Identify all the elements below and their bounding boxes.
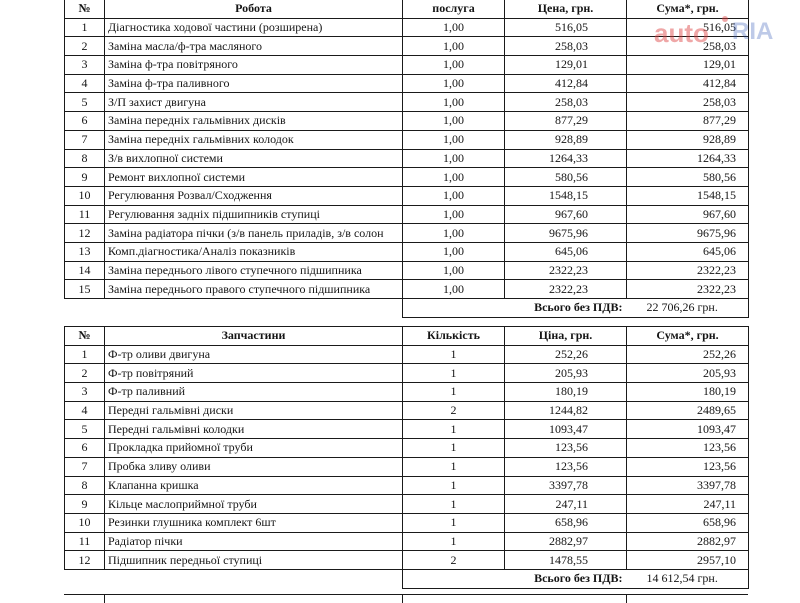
- parts-cell-number: 8: [65, 476, 105, 495]
- parts-table: [64, 326, 749, 589]
- works-header-service: послуга: [403, 0, 505, 18]
- parts-cell-number: 11: [65, 532, 105, 551]
- works-total-label: Всього без ПДВ:: [403, 299, 627, 318]
- works-cell-qty: 1,00: [403, 280, 505, 299]
- parts-cell-number: 12: [65, 551, 105, 570]
- works-cell-number: 2: [65, 37, 105, 56]
- works-cell-sum: 9675,96: [627, 224, 749, 243]
- works-row: [65, 261, 749, 280]
- parts-cell-name: Ф-тр паливний: [105, 383, 403, 402]
- works-cell-number: 4: [65, 74, 105, 93]
- works-cell-sum: 2322,23: [627, 261, 749, 280]
- works-row: [65, 168, 749, 187]
- parts-cell-qty: 2: [403, 401, 505, 420]
- works-cell-sum: 258,03: [627, 37, 749, 56]
- parts-cell-name: Радіатор пічки: [105, 532, 403, 551]
- works-cell-qty: 1,00: [403, 261, 505, 280]
- parts-cell-name: Ф-тр повітряний: [105, 364, 403, 383]
- works-cell-sum: 258,03: [627, 93, 749, 112]
- works-cell-price: 877,29: [505, 112, 627, 131]
- parts-total-value: 14 612,54 грн.: [627, 569, 749, 588]
- works-header-price: Цена, грн.: [505, 0, 627, 18]
- works-cell-number: 12: [65, 224, 105, 243]
- parts-cell-sum: 123,56: [627, 439, 749, 458]
- works-cell-price: 1548,15: [505, 186, 627, 205]
- works-cell-price: 9675,96: [505, 224, 627, 243]
- parts-cell-sum: 3397,78: [627, 476, 749, 495]
- works-cell-price: 258,03: [505, 37, 627, 56]
- parts-cell-sum: 205,93: [627, 364, 749, 383]
- watermark-auto-text: auto: [654, 18, 709, 48]
- parts-header-sum: Сума*, грн.: [627, 327, 749, 346]
- works-row: [65, 186, 749, 205]
- works-cell-sum: 2322,23: [627, 280, 749, 299]
- parts-cell-price: 123,56: [505, 457, 627, 476]
- parts-cell-sum: 658,96: [627, 513, 749, 532]
- parts-cell-sum: 2882,97: [627, 532, 749, 551]
- works-cell-qty: 1,00: [403, 56, 505, 75]
- parts-header-part: Запчастини: [105, 327, 403, 346]
- works-header-work: Робота: [105, 0, 403, 18]
- works-cell-price: 928,89: [505, 130, 627, 149]
- works-cell-qty: 1,00: [403, 149, 505, 168]
- parts-cell-name: Підшипник передньої ступиці: [105, 551, 403, 570]
- parts-cell-number: 9: [65, 495, 105, 514]
- works-cell-name: З/в вихлопної системи: [105, 149, 403, 168]
- works-cell-price: 2322,23: [505, 280, 627, 299]
- parts-cell-price: 205,93: [505, 364, 627, 383]
- parts-cell-qty: 1: [403, 439, 505, 458]
- works-cell-price: 645,06: [505, 242, 627, 261]
- works-cell-name: Заміна ф-тра паливного: [105, 74, 403, 93]
- parts-cell-number: 5: [65, 420, 105, 439]
- parts-cell-price: 1478,55: [505, 551, 627, 570]
- works-cell-price: 580,56: [505, 168, 627, 187]
- works-cell-number: 14: [65, 261, 105, 280]
- parts-cell-name: Передні гальмівні диски: [105, 401, 403, 420]
- works-header-number: №: [65, 0, 105, 18]
- works-cell-name: З/П захист двигуна: [105, 93, 403, 112]
- parts-row: [65, 476, 749, 495]
- works-cell-price: 967,60: [505, 205, 627, 224]
- works-cell-price: 258,03: [505, 93, 627, 112]
- works-row: [65, 74, 749, 93]
- parts-cell-sum: 1093,47: [627, 420, 749, 439]
- parts-cell-number: 1: [65, 345, 105, 364]
- parts-cell-price: 1093,47: [505, 420, 627, 439]
- works-cell-qty: 1,00: [403, 93, 505, 112]
- parts-cell-number: 3: [65, 383, 105, 402]
- parts-cell-sum: 2957,10: [627, 551, 749, 570]
- works-row: [65, 56, 749, 75]
- parts-cell-name: Кільце маслоприймної труби: [105, 495, 403, 514]
- works-cell-price: 2322,23: [505, 261, 627, 280]
- works-cell-sum: 877,29: [627, 112, 749, 131]
- works-row: [65, 224, 749, 243]
- works-cell-number: 3: [65, 56, 105, 75]
- parts-cell-qty: 1: [403, 532, 505, 551]
- works-row: [65, 18, 749, 37]
- parts-cell-sum: 2489,65: [627, 401, 749, 420]
- parts-row: [65, 401, 749, 420]
- parts-cell-qty: 2: [403, 551, 505, 570]
- works-cell-sum: 1548,15: [627, 186, 749, 205]
- parts-header-price: Ціна, грн.: [505, 327, 627, 346]
- works-cell-price: 412,84: [505, 74, 627, 93]
- parts-cell-name: Пробка зливу оливи: [105, 457, 403, 476]
- works-cell-qty: 1,00: [403, 242, 505, 261]
- works-cell-number: 10: [65, 186, 105, 205]
- parts-cell-sum: 123,56: [627, 457, 749, 476]
- parts-total-row: [65, 569, 749, 588]
- parts-total-label: Всього без ПДВ:: [403, 569, 627, 588]
- parts-cell-sum: 252,26: [627, 345, 749, 364]
- works-cell-sum: 129,01: [627, 56, 749, 75]
- works-total-value: 22 706,26 грн.: [627, 299, 749, 318]
- works-cell-name: Ремонт вихлопної системи: [105, 168, 403, 187]
- works-cell-sum: 516,05: [627, 18, 749, 37]
- parts-cell-qty: 1: [403, 420, 505, 439]
- parts-row: [65, 420, 749, 439]
- works-row: [65, 37, 749, 56]
- next-table-edge: [64, 594, 748, 603]
- works-cell-name: Заміна переднього лівого ступечного підшипника: [105, 261, 403, 280]
- parts-cell-price: 658,96: [505, 513, 627, 532]
- parts-cell-number: 2: [65, 364, 105, 383]
- works-cell-number: 13: [65, 242, 105, 261]
- parts-cell-qty: 1: [403, 364, 505, 383]
- parts-cell-price: 1244,82: [505, 401, 627, 420]
- parts-cell-number: 10: [65, 513, 105, 532]
- parts-cell-price: 123,56: [505, 439, 627, 458]
- works-cell-qty: 1,00: [403, 18, 505, 37]
- parts-cell-qty: 1: [403, 345, 505, 364]
- works-cell-name: Заміна передніх гальмівних дисків: [105, 112, 403, 131]
- works-cell-name: Заміна переднього правого ступечного підшипника: [105, 280, 403, 299]
- works-cell-qty: 1,00: [403, 205, 505, 224]
- parts-row: [65, 345, 749, 364]
- works-cell-name: Заміна передніх гальмівних колодок: [105, 130, 403, 149]
- works-header-row: [65, 0, 749, 18]
- works-table: [64, 0, 749, 318]
- works-cell-number: 11: [65, 205, 105, 224]
- works-cell-number: 1: [65, 18, 105, 37]
- parts-row: [65, 383, 749, 402]
- works-cell-name: Заміна масла/ф-тра масляного: [105, 37, 403, 56]
- parts-row: [65, 439, 749, 458]
- works-row: [65, 93, 749, 112]
- parts-cell-qty: 1: [403, 476, 505, 495]
- parts-cell-name: Передні гальмівні колодки: [105, 420, 403, 439]
- works-cell-number: 15: [65, 280, 105, 299]
- works-cell-number: 9: [65, 168, 105, 187]
- parts-header-number: №: [65, 327, 105, 346]
- parts-cell-qty: 1: [403, 495, 505, 514]
- works-row: [65, 205, 749, 224]
- works-cell-qty: 1,00: [403, 224, 505, 243]
- parts-cell-qty: 1: [403, 513, 505, 532]
- parts-row: [65, 495, 749, 514]
- parts-row: [65, 364, 749, 383]
- works-cell-name: Комп.діагностика/Аналіз показників: [105, 242, 403, 261]
- works-cell-sum: 412,84: [627, 74, 749, 93]
- works-cell-price: 129,01: [505, 56, 627, 75]
- works-header-sum: Сума*, грн.: [627, 0, 749, 18]
- works-cell-qty: 1,00: [403, 112, 505, 131]
- works-cell-name: Діагностика ходової частини (розширена): [105, 18, 403, 37]
- parts-cell-number: 7: [65, 457, 105, 476]
- parts-cell-name: Клапанна кришка: [105, 476, 403, 495]
- parts-cell-name: Резинки глушника комплект 6шт: [105, 513, 403, 532]
- works-cell-qty: 1,00: [403, 74, 505, 93]
- works-cell-sum: 580,56: [627, 168, 749, 187]
- works-cell-price: 516,05: [505, 18, 627, 37]
- works-row: [65, 149, 749, 168]
- works-row: [65, 112, 749, 131]
- parts-row: [65, 513, 749, 532]
- parts-cell-sum: 247,11: [627, 495, 749, 514]
- works-cell-number: 7: [65, 130, 105, 149]
- watermark-ria-text: RIA: [732, 18, 774, 45]
- works-cell-name: Регулювання задніх підшипників ступиці: [105, 205, 403, 224]
- works-row: [65, 130, 749, 149]
- parts-cell-price: 247,11: [505, 495, 627, 514]
- parts-cell-price: 2882,97: [505, 532, 627, 551]
- parts-cell-name: Прокладка прийомної труби: [105, 439, 403, 458]
- works-cell-sum: 1264,33: [627, 149, 749, 168]
- parts-row: [65, 532, 749, 551]
- works-cell-sum: 645,06: [627, 242, 749, 261]
- works-cell-qty: 1,00: [403, 186, 505, 205]
- parts-body: [65, 345, 749, 569]
- works-cell-price: 1264,33: [505, 149, 627, 168]
- parts-row: [65, 551, 749, 570]
- works-cell-name: Заміна радіатора пічки (з/в панель приладів, з/в солон: [105, 224, 403, 243]
- parts-cell-name: Ф-тр оливи двигуна: [105, 345, 403, 364]
- parts-header-row: [65, 327, 749, 346]
- parts-cell-number: 4: [65, 401, 105, 420]
- works-cell-name: Заміна ф-тра повітряного: [105, 56, 403, 75]
- parts-cell-price: 3397,78: [505, 476, 627, 495]
- works-cell-name: Регулювання Розвал/Сходження: [105, 186, 403, 205]
- parts-cell-qty: 1: [403, 457, 505, 476]
- works-row: [65, 280, 749, 299]
- parts-cell-number: 6: [65, 439, 105, 458]
- parts-cell-sum: 180,19: [627, 383, 749, 402]
- works-total-row: [65, 299, 749, 318]
- parts-cell-price: 252,26: [505, 345, 627, 364]
- works-row: [65, 242, 749, 261]
- parts-cell-qty: 1: [403, 383, 505, 402]
- works-cell-number: 8: [65, 149, 105, 168]
- works-cell-sum: 967,60: [627, 205, 749, 224]
- works-cell-sum: 928,89: [627, 130, 749, 149]
- parts-cell-price: 180,19: [505, 383, 627, 402]
- works-cell-qty: 1,00: [403, 130, 505, 149]
- works-cell-qty: 1,00: [403, 168, 505, 187]
- works-cell-number: 5: [65, 93, 105, 112]
- parts-header-qty: Кількість: [403, 327, 505, 346]
- works-cell-qty: 1,00: [403, 37, 505, 56]
- works-body: [65, 18, 749, 298]
- works-cell-number: 6: [65, 112, 105, 131]
- parts-row: [65, 457, 749, 476]
